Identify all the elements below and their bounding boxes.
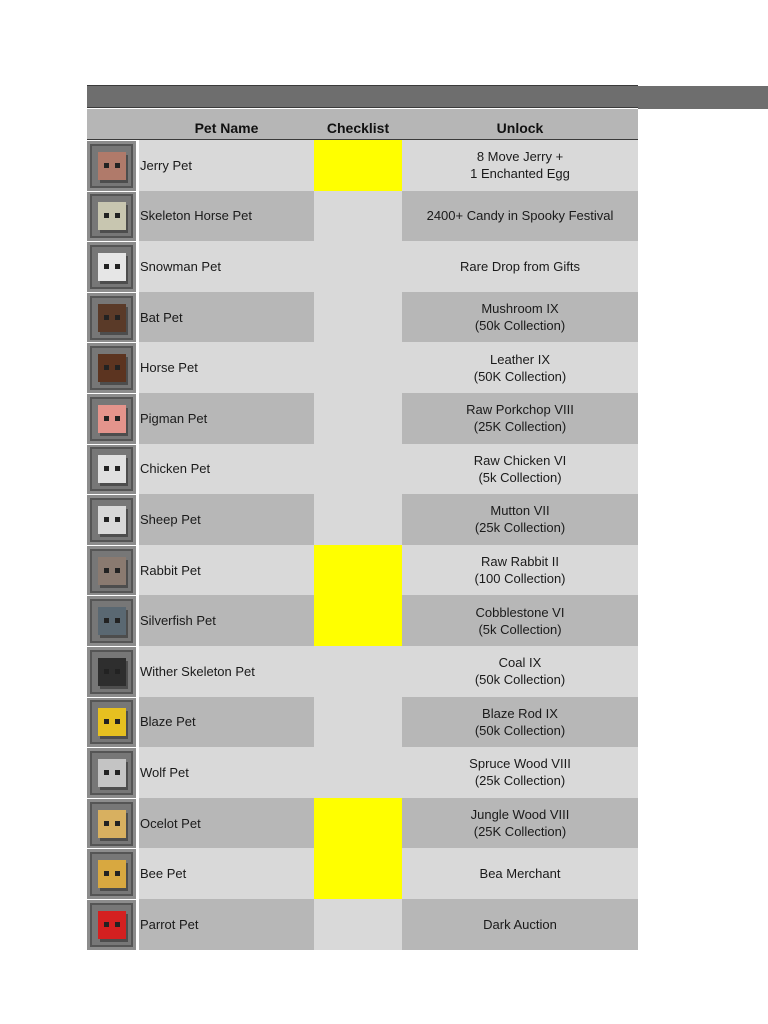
unlock-cell[interactable]: Raw Porkchop VIII (25K Collection) bbox=[402, 393, 638, 444]
header-pet-name: Pet Name bbox=[194, 120, 259, 136]
checklist-cell[interactable] bbox=[314, 191, 402, 242]
table-row bbox=[87, 798, 638, 849]
pet-icon-frame bbox=[90, 296, 133, 340]
checklist-cell[interactable] bbox=[314, 241, 402, 292]
table-row bbox=[87, 545, 638, 596]
checklist-cell[interactable] bbox=[314, 494, 402, 545]
snowman-head-icon bbox=[98, 253, 126, 281]
pet-icon-frame bbox=[90, 903, 133, 947]
pet-name-cell[interactable]: Bat Pet bbox=[139, 292, 314, 343]
table-row bbox=[87, 646, 638, 697]
unlock-cell[interactable]: Blaze Rod IX (50k Collection) bbox=[402, 697, 638, 748]
table-body bbox=[87, 140, 638, 950]
pet-icon-cell[interactable] bbox=[87, 848, 139, 899]
pet-icon-cell[interactable] bbox=[87, 140, 139, 191]
pet-name-cell[interactable]: Rabbit Pet bbox=[139, 545, 314, 596]
checklist-cell[interactable] bbox=[314, 140, 402, 191]
jerry-head-icon bbox=[98, 152, 126, 180]
checklist-cell[interactable] bbox=[314, 646, 402, 697]
wither-skeleton-head-icon bbox=[98, 658, 126, 686]
unlock-cell[interactable]: Coal IX (50k Collection) bbox=[402, 646, 638, 697]
pet-icon-cell[interactable] bbox=[87, 241, 139, 292]
pet-name-cell[interactable]: Horse Pet bbox=[139, 342, 314, 393]
header-unlock: Unlock bbox=[496, 120, 544, 136]
table-row bbox=[87, 342, 638, 393]
checklist-cell[interactable] bbox=[314, 393, 402, 444]
horse-head-icon bbox=[98, 354, 126, 382]
table-row bbox=[87, 444, 638, 495]
pet-icon-cell[interactable] bbox=[87, 798, 139, 849]
pet-name-cell[interactable]: Sheep Pet bbox=[139, 494, 314, 545]
unlock-cell[interactable]: Raw Rabbit II (100 Collection) bbox=[402, 545, 638, 596]
sheet-title-bar-extension bbox=[638, 86, 768, 109]
pet-name-cell[interactable]: Chicken Pet bbox=[139, 444, 314, 495]
pet-icon-cell[interactable] bbox=[87, 899, 139, 950]
table-row bbox=[87, 899, 638, 950]
pet-icon-frame bbox=[90, 447, 133, 491]
table-row bbox=[87, 595, 638, 646]
unlock-cell[interactable]: Rare Drop from Gifts bbox=[402, 241, 638, 292]
table-row bbox=[87, 140, 638, 191]
pet-icon-cell[interactable] bbox=[87, 494, 139, 545]
checklist-cell[interactable] bbox=[314, 292, 402, 343]
pet-icon-cell[interactable] bbox=[87, 342, 139, 393]
pet-icon-cell[interactable] bbox=[87, 292, 139, 343]
pet-icon-frame bbox=[90, 144, 133, 188]
pet-icon-cell[interactable] bbox=[87, 191, 139, 242]
blaze-head-icon bbox=[98, 708, 126, 736]
pet-icon-frame bbox=[90, 498, 133, 542]
unlock-cell[interactable]: Bea Merchant bbox=[402, 848, 638, 899]
unlock-cell[interactable]: 8 Move Jerry + 1 Enchanted Egg bbox=[402, 140, 638, 191]
wolf-head-icon bbox=[98, 759, 126, 787]
pet-icon-frame bbox=[90, 194, 133, 238]
pet-name-cell[interactable]: Blaze Pet bbox=[139, 697, 314, 748]
pet-icon-cell[interactable] bbox=[87, 545, 139, 596]
pet-name-cell[interactable]: Skeleton Horse Pet bbox=[139, 191, 314, 242]
checklist-cell[interactable] bbox=[314, 747, 402, 798]
pet-name-cell[interactable]: Wolf Pet bbox=[139, 747, 314, 798]
checklist-cell[interactable] bbox=[314, 545, 402, 596]
pet-icon-frame bbox=[90, 852, 133, 896]
unlock-cell[interactable]: 2400+ Candy in Spooky Festival bbox=[402, 191, 638, 242]
table-row bbox=[87, 697, 638, 748]
pet-name-cell[interactable]: Ocelot Pet bbox=[139, 798, 314, 849]
header-checklist: Checklist bbox=[326, 120, 390, 136]
pet-name-cell[interactable]: Wither Skeleton Pet bbox=[139, 646, 314, 697]
pet-icon-frame bbox=[90, 245, 133, 289]
pigman-head-icon bbox=[98, 405, 126, 433]
pet-icon-frame bbox=[90, 599, 133, 643]
pet-icon-cell[interactable] bbox=[87, 747, 139, 798]
sheep-head-icon bbox=[98, 506, 126, 534]
pet-icon-cell[interactable] bbox=[87, 595, 139, 646]
skeleton-horse-head-icon bbox=[98, 202, 126, 230]
pet-icon-frame bbox=[90, 397, 133, 441]
pet-icon-cell[interactable] bbox=[87, 697, 139, 748]
table-row bbox=[87, 848, 638, 899]
unlock-cell[interactable]: Leather IX (50K Collection) bbox=[402, 342, 638, 393]
pet-icon-frame bbox=[90, 346, 133, 390]
checklist-cell[interactable] bbox=[314, 848, 402, 899]
checklist-cell[interactable] bbox=[314, 899, 402, 950]
checklist-cell[interactable] bbox=[314, 342, 402, 393]
sheet-title-bar bbox=[87, 85, 638, 108]
pet-name-cell[interactable]: Pigman Pet bbox=[139, 393, 314, 444]
pet-name-cell[interactable]: Jerry Pet bbox=[139, 140, 314, 191]
pet-icon-frame bbox=[90, 700, 133, 744]
pet-name-cell[interactable]: Parrot Pet bbox=[139, 899, 314, 950]
unlock-cell[interactable]: Mushroom IX (50k Collection) bbox=[402, 292, 638, 343]
pet-icon-frame bbox=[90, 751, 133, 795]
unlock-cell[interactable]: Mutton VII (25k Collection) bbox=[402, 494, 638, 545]
parrot-head-icon bbox=[98, 911, 126, 939]
checklist-cell[interactable] bbox=[314, 798, 402, 849]
bee-head-icon bbox=[98, 860, 126, 888]
unlock-cell[interactable]: Spruce Wood VIII (25k Collection) bbox=[402, 747, 638, 798]
pet-icon-cell[interactable] bbox=[87, 393, 139, 444]
pet-icon-frame bbox=[90, 650, 133, 694]
pet-name-cell[interactable]: Silverfish Pet bbox=[139, 595, 314, 646]
pet-icon-frame bbox=[90, 549, 133, 593]
checklist-cell[interactable] bbox=[314, 697, 402, 748]
checklist-cell[interactable] bbox=[314, 444, 402, 495]
chicken-head-icon bbox=[98, 455, 126, 483]
pet-icon-frame bbox=[90, 802, 133, 846]
silverfish-head-icon bbox=[98, 607, 126, 635]
pet-name-cell[interactable]: Bee Pet bbox=[139, 848, 314, 899]
table-row bbox=[87, 191, 638, 242]
unlock-cell[interactable]: Cobblestone VI (5k Collection) bbox=[402, 595, 638, 646]
bat-head-icon bbox=[98, 304, 126, 332]
unlock-cell[interactable]: Dark Auction bbox=[402, 899, 638, 950]
checklist-cell[interactable] bbox=[314, 595, 402, 646]
table-row bbox=[87, 241, 638, 292]
table-row bbox=[87, 393, 638, 444]
pet-name-cell[interactable]: Snowman Pet bbox=[139, 241, 314, 292]
pet-icon-cell[interactable] bbox=[87, 444, 139, 495]
unlock-cell[interactable]: Jungle Wood VIII (25K Collection) bbox=[402, 798, 638, 849]
table-row bbox=[87, 747, 638, 798]
rabbit-head-icon bbox=[98, 557, 126, 585]
ocelot-head-icon bbox=[98, 810, 126, 838]
header-icon-cell bbox=[87, 109, 139, 139]
unlock-cell[interactable]: Raw Chicken VI (5k Collection) bbox=[402, 444, 638, 495]
table-header-row bbox=[87, 109, 638, 140]
table-row bbox=[87, 494, 638, 545]
pet-table bbox=[87, 109, 638, 950]
pet-icon-cell[interactable] bbox=[87, 646, 139, 697]
table-row bbox=[87, 292, 638, 343]
